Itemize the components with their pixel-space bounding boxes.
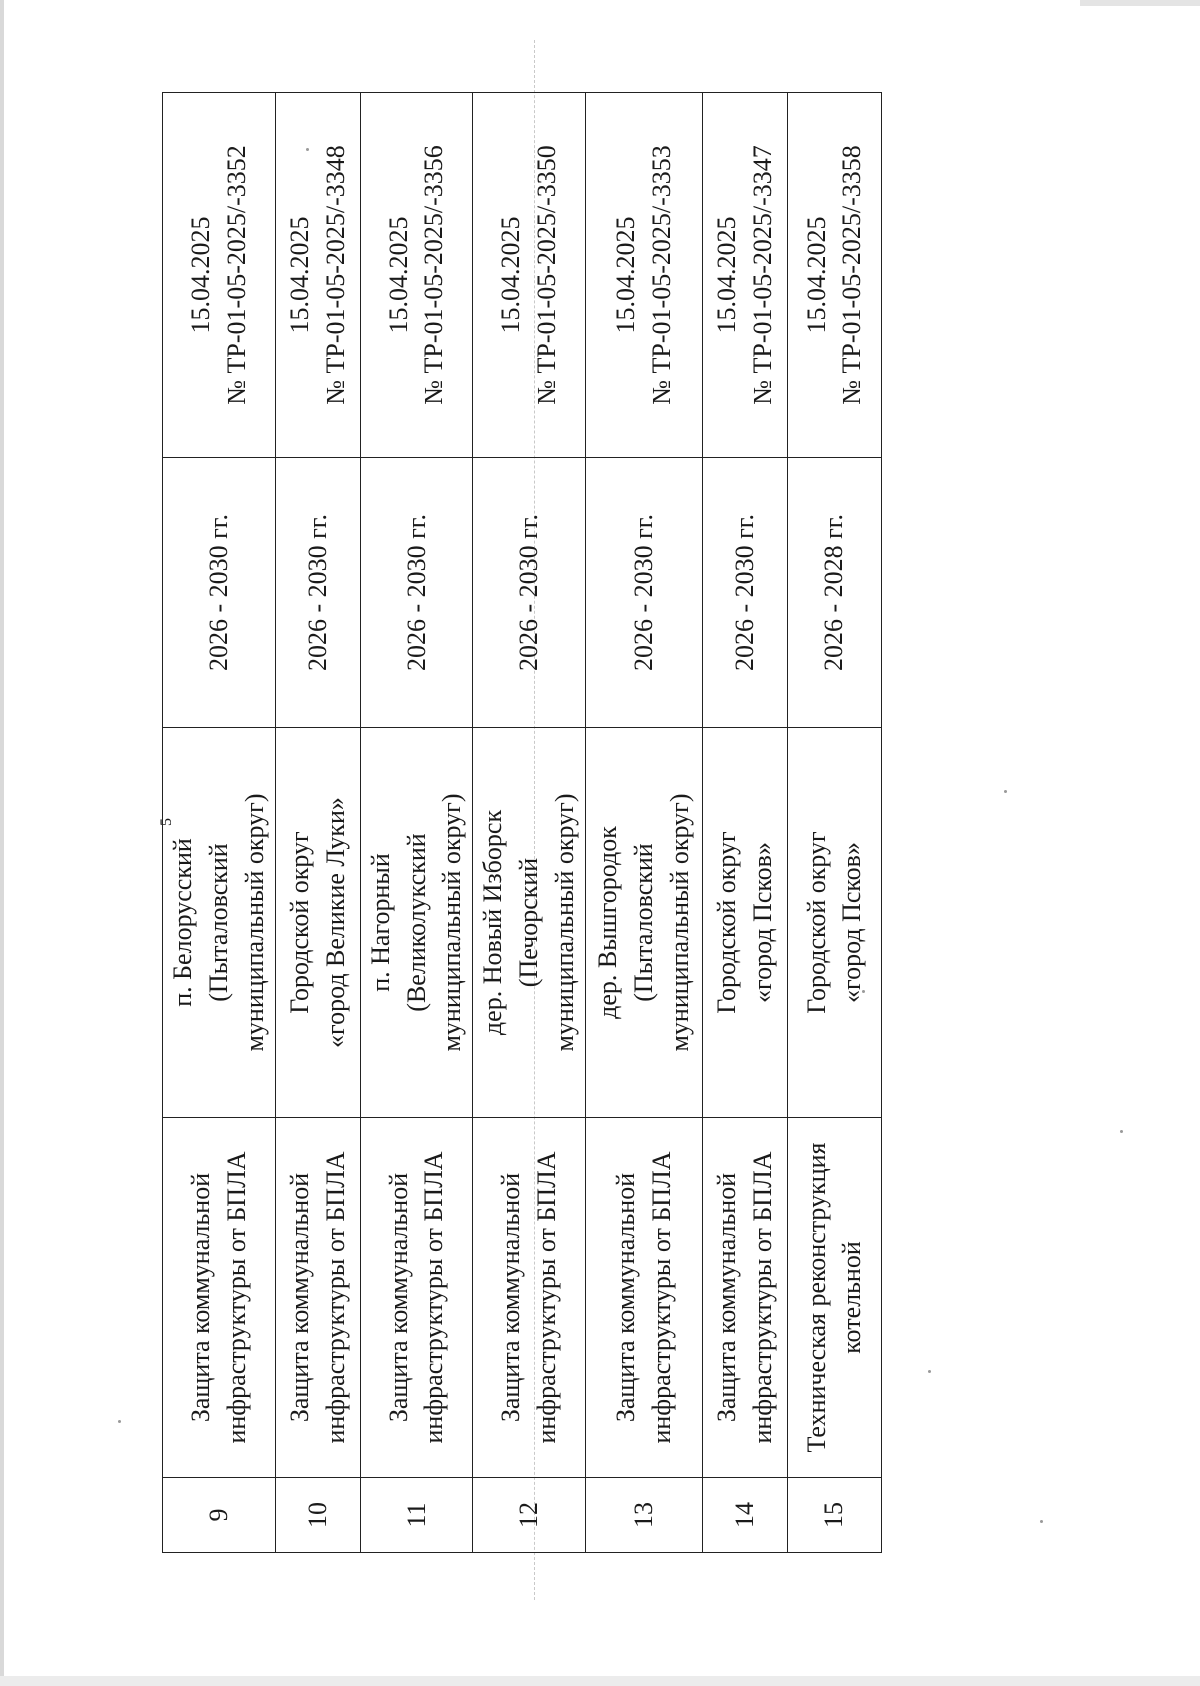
row-number-cell: 12 — [473, 1478, 586, 1553]
work-line: инфраструктуры от БПЛА — [419, 1151, 449, 1444]
document-cell — [702, 93, 787, 458]
work-description-cell — [275, 1118, 360, 1478]
location-line: муниципальный округ) — [239, 793, 269, 1052]
location-line: Городской округ — [801, 831, 831, 1014]
location-cell — [585, 728, 702, 1118]
table-row — [585, 93, 702, 1553]
work-line: инфраструктуры от БПЛА — [320, 1151, 350, 1444]
work-line: инфраструктуры от БПЛА — [747, 1151, 777, 1444]
work-line: Защита коммунальной — [712, 1172, 741, 1423]
document-number: № ТР-01-05-2025/-3353 — [646, 145, 676, 405]
scan-speck — [928, 1370, 931, 1373]
row-number-cell: 11 — [360, 1478, 473, 1553]
table-row — [360, 93, 473, 1553]
years-cell: 2026 - 2030 гг. — [585, 458, 702, 728]
row-number-cell: 9 — [163, 1478, 276, 1553]
location-line: (Великолукский — [401, 833, 431, 1012]
location-cell — [702, 728, 787, 1118]
work-line: Защита коммунальной — [185, 1172, 215, 1423]
rotated-table-container — [162, 93, 867, 1553]
work-line: Техническая реконструкция — [801, 1142, 831, 1453]
location-cell — [787, 728, 881, 1118]
document-number: № ТР-01-05-2025/-3348 — [320, 145, 350, 405]
document-cell — [787, 93, 881, 458]
document-cell — [360, 93, 473, 458]
location-line: дер. Вышгородок — [593, 826, 623, 1019]
years-cell: 2026 - 2030 гг. — [163, 458, 276, 728]
table-row — [787, 93, 881, 1553]
work-description-cell — [473, 1118, 586, 1478]
table-row — [473, 93, 586, 1553]
work-line: инфраструктуры от БПЛА — [646, 1151, 676, 1444]
location-line: «город Великие Луки» — [320, 797, 350, 1048]
location-line: п. Белорусский — [168, 838, 197, 1007]
location-line: муниципальный округ) — [437, 793, 467, 1052]
document-date: 15.04.2025 — [496, 216, 526, 334]
location-line: «город Псков» — [747, 842, 777, 1003]
work-description-cell — [163, 1118, 276, 1478]
work-line: котельной — [837, 1241, 867, 1354]
document-date: 15.04.2025 — [801, 216, 831, 334]
location-line: муниципальный округ) — [664, 793, 694, 1052]
years-cell: 2026 - 2028 гг. — [787, 458, 881, 728]
work-line: Защита коммунальной — [284, 1172, 314, 1423]
document-cell — [163, 93, 276, 458]
scan-speck — [118, 1420, 121, 1423]
page-number: 5 — [158, 818, 175, 826]
work-description-cell — [702, 1118, 787, 1478]
row-number-cell: 15 — [787, 1478, 881, 1553]
document-number: № ТР-01-05-2025/-3347 — [747, 145, 777, 405]
location-line: муниципальный округ) — [550, 793, 579, 1052]
years-cell: 2026 - 2030 гг. — [275, 458, 360, 728]
document-date: 15.04.2025 — [185, 216, 215, 334]
document-date: 15.04.2025 — [712, 216, 741, 334]
location-cell — [473, 728, 586, 1118]
years-cell: 2026 - 2030 гг. — [473, 458, 586, 728]
years-cell: 2026 - 2030 гг. — [360, 458, 473, 728]
document-cell — [585, 93, 702, 458]
document-cell — [275, 93, 360, 458]
row-number-cell: 14 — [702, 1478, 787, 1553]
row-number-cell: 10 — [275, 1478, 360, 1553]
years-cell: 2026 - 2030 гг. — [702, 458, 787, 728]
work-line: инфраструктуры от БПЛА — [221, 1151, 251, 1444]
document-number: № ТР-01-05-2025/-3358 — [837, 145, 867, 405]
location-line: (Пыталовский — [628, 843, 658, 1002]
work-line: Защита коммунальной — [496, 1172, 526, 1423]
work-description-cell — [787, 1118, 881, 1478]
scan-speck — [1120, 1130, 1123, 1133]
table-row — [163, 93, 276, 1553]
work-line: инфраструктуры от БПЛА — [532, 1151, 562, 1444]
document-number: № ТР-01-05-2025/-3350 — [532, 145, 562, 405]
location-line: Городской округ — [712, 831, 741, 1014]
table-row — [702, 93, 787, 1553]
work-line: Защита коммунальной — [611, 1172, 640, 1423]
scan-edge-left — [0, 0, 4, 1686]
scan-speck — [1040, 1520, 1043, 1523]
scan-speck — [1004, 790, 1007, 793]
document-number: № ТР-01-05-2025/-3352 — [221, 145, 251, 405]
work-description-cell — [360, 1118, 473, 1478]
location-line: дер. Новый Изборск — [478, 809, 508, 1036]
scan-edge-bottom — [0, 1676, 1200, 1686]
location-line: п. Нагорный — [365, 853, 395, 992]
measures-table — [162, 92, 882, 1553]
work-line: Защита коммунальной — [383, 1172, 413, 1423]
location-line: (Пыталовский — [203, 843, 233, 1002]
document-number: № ТР-01-05-2025/-3356 — [419, 145, 449, 405]
scan-edge-right — [1080, 0, 1200, 6]
location-cell — [275, 728, 360, 1118]
document-date: 15.04.2025 — [611, 216, 640, 334]
location-cell — [360, 728, 473, 1118]
document-date: 15.04.2025 — [284, 216, 314, 334]
document-cell — [473, 93, 586, 458]
location-line: (Печорский — [514, 857, 544, 988]
table-row — [275, 93, 360, 1553]
work-description-cell — [585, 1118, 702, 1478]
location-cell — [163, 728, 276, 1118]
location-line: Городской округ — [284, 831, 314, 1014]
location-line: «город Псков» — [837, 842, 867, 1003]
document-date: 15.04.2025 — [383, 216, 413, 334]
row-number-cell: 13 — [585, 1478, 702, 1553]
